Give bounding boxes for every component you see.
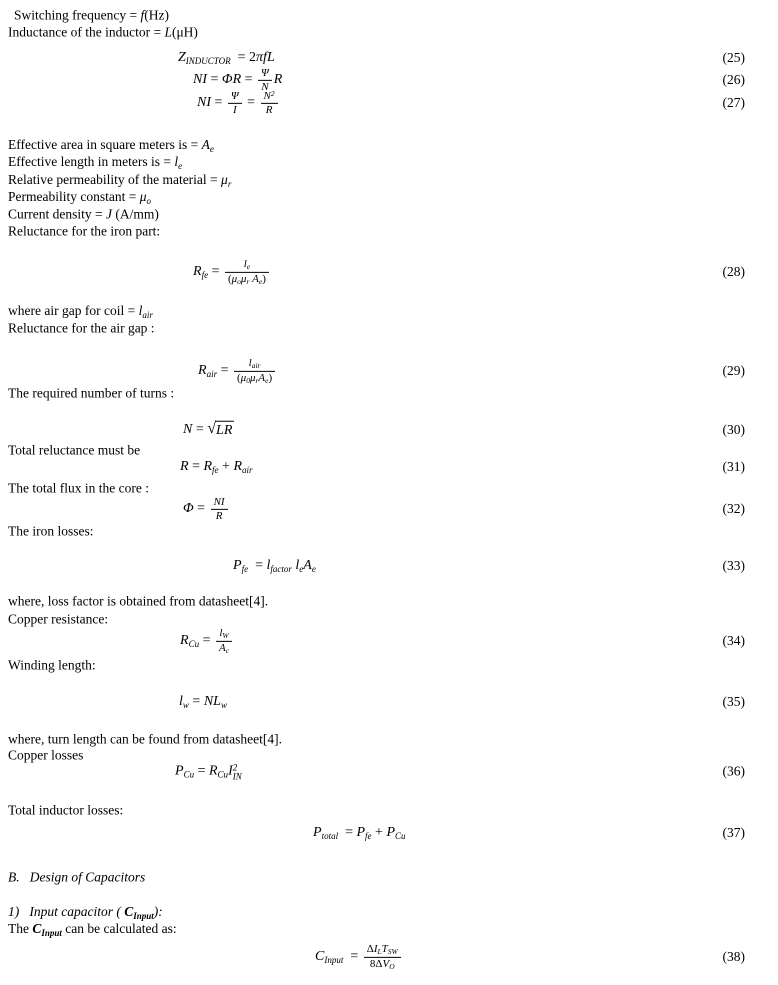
text-token: R — [273, 72, 283, 88]
text-line — [8, 172, 231, 190]
line-content — [315, 943, 403, 971]
text-token: l — [243, 257, 247, 270]
equation-number: (36) — [722, 763, 745, 779]
text-token: The total flux in the core : — [8, 480, 149, 496]
line-content — [14, 8, 169, 25]
text-token: + — [371, 824, 387, 840]
superscript: 2 — [232, 761, 238, 772]
fraction-denominator — [211, 509, 228, 523]
line-content — [180, 627, 234, 655]
line-content — [193, 258, 271, 286]
fraction — [228, 90, 242, 116]
text-token: Reluctance for the air gap : — [8, 320, 155, 336]
text-token: C — [315, 949, 325, 965]
fraction-numerator — [216, 627, 232, 641]
text-token: = — [343, 949, 362, 965]
text-token: I — [232, 103, 237, 116]
line-content — [8, 904, 163, 922]
radical-sign: √ — [207, 419, 217, 437]
subscript: W — [222, 630, 229, 640]
line-content — [8, 594, 268, 611]
text-line — [8, 303, 153, 321]
text-token: πfL — [256, 49, 275, 65]
text-token: Copper resistance: — [8, 611, 109, 627]
text-line — [8, 154, 182, 172]
line-content — [313, 824, 406, 842]
text-token: Effective length in meters is = — [8, 153, 175, 169]
text-token: μ — [221, 171, 228, 187]
line-content — [198, 357, 277, 385]
text-token: A — [252, 272, 259, 285]
text-token: A — [303, 557, 312, 573]
fraction-numerator — [364, 943, 401, 957]
equation-line-35 — [179, 693, 745, 711]
subscript: L — [377, 946, 382, 956]
text-token: ): — [153, 903, 163, 919]
equation-number: (28) — [722, 263, 745, 279]
equation-number: (29) — [722, 362, 745, 378]
fraction-numerator — [228, 90, 242, 103]
fraction-denominator — [261, 103, 278, 117]
text-token: T — [381, 942, 388, 955]
text-token: B. Design of Capacitors — [8, 869, 146, 885]
text-token: V — [382, 957, 390, 970]
text-line — [8, 524, 94, 541]
line-content — [8, 224, 160, 241]
text-token: P — [313, 824, 322, 840]
text-token: Δ — [366, 942, 374, 955]
equation-number: (30) — [722, 421, 745, 437]
subscript: air — [142, 309, 153, 320]
text-token: A — [201, 136, 210, 152]
text-token: N — [183, 422, 193, 438]
equation-line-33 — [233, 557, 745, 575]
text-token: f — [140, 7, 145, 23]
text-token: l — [219, 626, 223, 639]
text-token: J — [105, 206, 112, 222]
subscript: Cu — [217, 769, 229, 780]
text-line — [8, 137, 214, 155]
subscript: r — [255, 375, 259, 385]
subscript: O — [389, 961, 395, 971]
fraction-denominator — [216, 641, 232, 656]
line-content — [8, 870, 145, 887]
text-line — [8, 386, 174, 403]
text-line — [8, 732, 282, 749]
line-content — [8, 748, 83, 765]
text-token: N — [261, 80, 269, 93]
subscript: fe — [365, 830, 372, 841]
line-content — [183, 421, 234, 440]
text-line — [8, 748, 83, 765]
text-token: NI — [213, 495, 225, 508]
line-content — [179, 693, 227, 711]
text-token: (μH) — [171, 24, 198, 40]
section-heading — [8, 904, 163, 922]
line-content — [8, 172, 231, 190]
text-token: μ — [139, 188, 147, 204]
text-token: = — [248, 557, 267, 573]
text-token: R — [208, 763, 218, 779]
fraction-numerator — [211, 496, 228, 509]
text-token: P — [386, 824, 396, 840]
text-line — [8, 224, 160, 241]
equation-line-34 — [180, 627, 745, 655]
square-root — [207, 421, 234, 440]
text-token: Reluctance for the iron part: — [8, 223, 161, 239]
subscript: INDUCTOR — [185, 55, 231, 66]
subscript: o — [146, 195, 151, 206]
subscript: air — [251, 360, 261, 370]
text-token: A — [258, 371, 266, 384]
section-heading — [8, 870, 145, 887]
equation-line-36 — [175, 762, 745, 781]
line-content — [8, 443, 140, 460]
text-line — [8, 321, 155, 338]
equation-line-28 — [193, 258, 745, 286]
text-token: where air gap for coil = — [8, 302, 139, 318]
subscript: SW — [387, 946, 398, 956]
text-token: Current density = — [8, 206, 106, 222]
text-token: Winding length: — [8, 657, 96, 673]
text-token: The — [8, 920, 33, 936]
line-content — [8, 137, 214, 155]
text-token: = — [217, 363, 232, 379]
line-content — [178, 49, 275, 67]
text-token: R — [193, 264, 202, 280]
equation-number: (37) — [722, 824, 745, 840]
text-token: N — [263, 89, 271, 102]
text-token: LR — [216, 422, 233, 438]
equation-number: (32) — [722, 500, 745, 516]
text-token: + — [218, 458, 234, 474]
text-token: = — [199, 633, 214, 649]
radicand — [215, 421, 234, 440]
text-token: R — [215, 509, 223, 522]
text-token: R — [198, 363, 207, 379]
text-token: R — [233, 458, 242, 474]
text-token: The iron losses: — [8, 523, 94, 539]
text-token: ΦR — [221, 72, 242, 88]
text-token: 8Δ — [369, 957, 383, 970]
text-token: R — [180, 633, 189, 649]
fraction-numerator — [258, 67, 272, 80]
text-token: Z — [178, 49, 186, 65]
subscript: air — [242, 464, 253, 475]
text-token: μ — [231, 272, 238, 285]
text-token: NL — [203, 693, 221, 709]
text-token: NI — [197, 95, 211, 111]
subscript: factor — [270, 563, 292, 574]
text-token: = — [188, 693, 204, 709]
text-token: = — [193, 501, 209, 517]
subscript: Input — [324, 955, 344, 966]
text-token: Relative permeability of the material = — [8, 171, 222, 187]
text-token: l — [266, 557, 271, 573]
text-token: μ — [240, 272, 247, 285]
text-line — [8, 25, 198, 42]
text-line — [8, 207, 159, 224]
text-token: = — [207, 72, 222, 88]
sup-sub-stack — [233, 763, 242, 782]
text-token: (A/mm) — [111, 206, 159, 222]
line-content — [8, 921, 177, 939]
subscript: e — [265, 375, 269, 385]
text-token: where, loss factor is obtained from datasheet[4]. — [8, 593, 269, 609]
text-token: I — [373, 942, 378, 955]
fraction — [225, 258, 269, 286]
fraction — [364, 943, 401, 971]
text-token: = — [192, 422, 208, 438]
subscript: e — [209, 143, 214, 154]
line-content — [8, 803, 123, 820]
text-token: Ψ — [261, 66, 269, 79]
fraction-numerator — [261, 90, 278, 103]
equation-line-32 — [183, 496, 745, 522]
line-content — [180, 458, 253, 476]
line-content — [8, 189, 151, 207]
text-token: = — [338, 824, 357, 840]
text-line — [8, 443, 140, 460]
text-line — [8, 658, 96, 675]
subscript: Input — [41, 927, 62, 938]
fraction — [216, 627, 232, 655]
line-content — [8, 25, 198, 42]
equation-number: (33) — [722, 557, 745, 573]
equation-number: (27) — [722, 94, 745, 110]
text-token: ( — [227, 272, 232, 285]
text-token: P — [175, 763, 184, 779]
subscript: fe — [241, 563, 249, 574]
fraction-numerator — [225, 258, 269, 272]
equation-number: (35) — [722, 693, 745, 709]
text-token: Copper losses — [8, 747, 84, 763]
text-token: ) — [268, 371, 273, 384]
text-token: R — [180, 458, 189, 474]
text-token: Total reluctance must be — [8, 442, 141, 458]
fraction-numerator — [234, 357, 275, 371]
text-token: = — [194, 763, 209, 779]
line-content — [8, 154, 182, 172]
subscript: e — [246, 261, 251, 271]
line-content — [8, 612, 108, 629]
text-token: = — [241, 72, 257, 88]
text-token: l — [174, 153, 179, 169]
equation-line-31 — [180, 458, 745, 476]
text-token: 1) Input capacitor ( — [8, 903, 125, 919]
fraction-denominator — [234, 371, 275, 386]
line-content — [8, 524, 94, 541]
fraction-denominator — [228, 103, 242, 117]
text-token: = — [208, 264, 223, 280]
equation-number: (38) — [722, 948, 745, 964]
text-token: l — [138, 302, 143, 318]
fraction — [211, 496, 228, 522]
subscript: Cu — [395, 830, 406, 841]
line-content — [197, 90, 280, 116]
subscript: w — [220, 699, 227, 710]
text-token: l — [248, 356, 252, 369]
subscript: Cu — [183, 769, 195, 780]
text-token: L — [164, 24, 172, 40]
line-content — [8, 732, 282, 749]
text-token: = — [188, 458, 204, 474]
subscript: o — [237, 276, 241, 286]
text-token: = 2 — [230, 49, 257, 65]
fraction — [234, 357, 275, 385]
text-line — [8, 803, 123, 820]
text-token: Permeability constant = — [8, 188, 140, 204]
text-token: R — [203, 458, 213, 474]
text-token: = — [243, 95, 259, 111]
fraction-denominator — [225, 272, 269, 287]
subscript: w — [182, 699, 189, 710]
text-token: A — [218, 641, 226, 654]
line-content — [8, 481, 149, 498]
text-line — [8, 481, 149, 498]
subscript: Cu — [188, 639, 200, 650]
text-token: C — [32, 920, 42, 936]
text-token: μ — [249, 371, 256, 384]
text-token: can be calculated as: — [61, 920, 177, 936]
text-token: ) — [262, 272, 266, 285]
text-token: NI — [193, 72, 207, 88]
equation-line-38 — [315, 943, 745, 971]
text-line — [8, 612, 108, 629]
equation-line-25 — [178, 49, 745, 67]
line-content — [8, 207, 159, 224]
subscript: total — [321, 830, 339, 841]
equation-line-27 — [197, 90, 745, 116]
text-token: C — [124, 903, 134, 919]
text-line — [14, 8, 169, 25]
text-token: Switching frequency = — [14, 7, 141, 23]
text-token: Inductance of the inductor = — [8, 24, 165, 40]
equation-number: (34) — [722, 632, 745, 648]
subscript: r — [227, 178, 232, 189]
subscript: fe — [212, 464, 219, 475]
text-line — [8, 189, 151, 207]
text-token: P — [356, 824, 366, 840]
text-token: Effective area in square meters is = — [8, 136, 202, 152]
subscript: IN — [232, 771, 242, 782]
subscript: r — [246, 276, 250, 286]
line-content — [175, 762, 242, 781]
line-content — [8, 386, 174, 403]
text-token: ( — [236, 371, 241, 384]
text-token: The required number of turns : — [8, 385, 175, 401]
text-token: where, turn length can be found from datasheet[4]. — [8, 731, 283, 747]
line-content — [8, 321, 155, 338]
text-token: Φ — [183, 501, 194, 517]
fraction-denominator — [364, 957, 401, 972]
subscript: c — [225, 645, 230, 655]
text-token: Total inductor losses: — [8, 802, 124, 818]
text-token: (Hz) — [144, 7, 169, 23]
text-token: = — [211, 95, 226, 111]
text-token: Ψ — [230, 89, 239, 102]
subscript: e — [178, 160, 183, 171]
equation-line-29 — [198, 357, 745, 385]
subscript: e — [258, 276, 263, 286]
text-token: l — [179, 693, 183, 709]
line-content — [8, 303, 153, 321]
subscript: air — [206, 369, 218, 380]
line-content — [8, 658, 96, 675]
subscript: e — [299, 563, 304, 574]
text-token: μ — [240, 371, 247, 384]
text-token: R — [265, 103, 273, 116]
subscript: Input — [133, 910, 154, 921]
equation-line-37 — [313, 824, 745, 842]
text-token: I — [228, 763, 233, 779]
fraction — [261, 90, 278, 116]
text-line — [8, 921, 177, 939]
text-line — [8, 594, 268, 611]
equation-number: (26) — [722, 71, 745, 87]
superscript: 2 — [270, 88, 275, 98]
equation-number: (25) — [722, 49, 745, 65]
text-token: l — [295, 557, 300, 573]
subscript: fe — [201, 270, 209, 281]
subscript: e — [311, 563, 316, 574]
line-content — [183, 496, 230, 522]
equation-number: (31) — [722, 458, 745, 474]
text-token: P — [233, 557, 242, 573]
subscript: 0 — [246, 375, 250, 385]
equation-line-30 — [183, 421, 745, 440]
line-content — [233, 557, 316, 575]
